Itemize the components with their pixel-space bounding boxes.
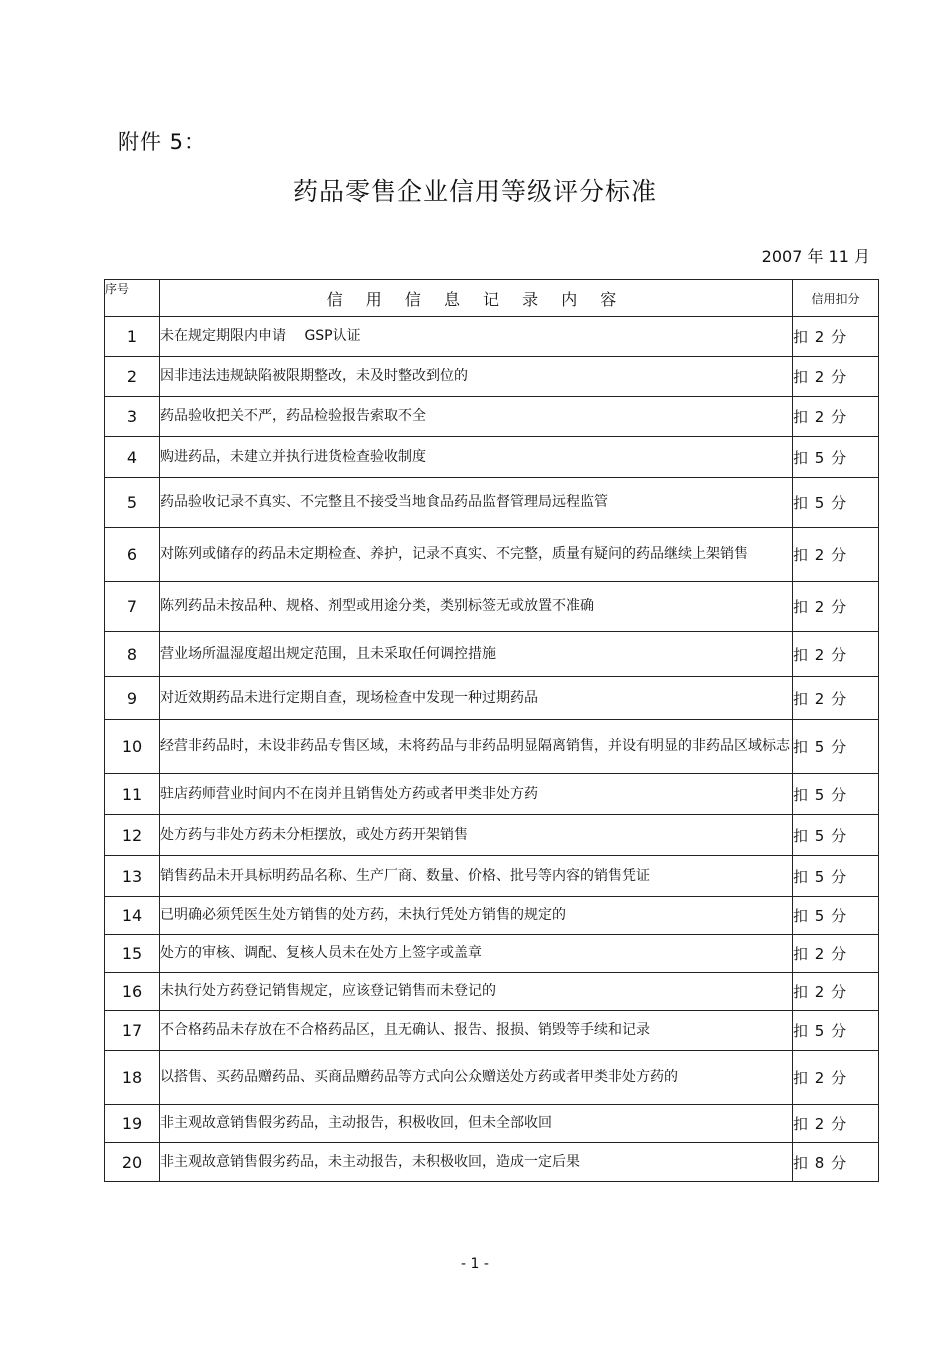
table-row [105, 357, 879, 397]
row-score: 扣 2 分 [793, 1051, 879, 1105]
row-score: 扣 2 分 [793, 632, 879, 677]
attachment-label: 附件 5： [118, 130, 207, 154]
table-row [105, 774, 879, 815]
table-row [105, 973, 879, 1011]
row-number: 18 [105, 1051, 160, 1105]
row-score: 扣 2 分 [793, 935, 879, 973]
row-number: 12 [105, 815, 160, 856]
page-number: - 1 - [461, 1256, 489, 1272]
row-number: 15 [105, 935, 160, 973]
table-row [105, 632, 879, 677]
row-content: 因非违法违规缺陷被限期整改，未及时整改到位的 [160, 357, 793, 397]
row-score: 扣 2 分 [793, 582, 879, 632]
table-body [105, 317, 879, 1182]
credit-score-table [104, 279, 879, 1182]
row-content: 未在规定期限内申请 GSP认证 [160, 317, 793, 357]
row-score: 扣 5 分 [793, 478, 879, 528]
table-row [105, 677, 879, 720]
row-score: 扣 2 分 [793, 317, 879, 357]
row-number: 9 [105, 677, 160, 720]
column-header-no: 序号 [105, 280, 160, 317]
row-score: 扣 5 分 [793, 856, 879, 897]
row-content: 药品验收把关不严，药品检验报告索取不全 [160, 397, 793, 437]
table-row [105, 528, 879, 582]
table-row [105, 437, 879, 478]
table-row [105, 1143, 879, 1182]
table-row [105, 935, 879, 973]
row-number: 17 [105, 1011, 160, 1051]
row-number: 8 [105, 632, 160, 677]
row-content: 处方药与非处方药未分柜摆放，或处方药开架销售 [160, 815, 793, 856]
table-row [105, 478, 879, 528]
row-number: 14 [105, 897, 160, 935]
row-content: 处方的审核、调配、复核人员未在处方上签字或盖章 [160, 935, 793, 973]
row-number: 13 [105, 856, 160, 897]
row-number: 20 [105, 1143, 160, 1182]
row-content: 对近效期药品未进行定期自查，现场检查中发现一种过期药品 [160, 677, 793, 720]
table-row [105, 856, 879, 897]
row-content: 药品验收记录不真实、不完整且不接受当地食品药品监督管理局远程监管 [160, 478, 793, 528]
table-header-row [105, 280, 879, 317]
row-content: 营业场所温湿度超出规定范围，且未采取任何调控措施 [160, 632, 793, 677]
row-number: 2 [105, 357, 160, 397]
row-number: 3 [105, 397, 160, 437]
row-content: 经营非药品时，未设非药品专售区域，未将药品与非药品明显隔离销售，并设有明显的非药品区域标志 [160, 720, 793, 774]
document-date: 2007 年 11 月 [761, 247, 870, 266]
row-score: 扣 2 分 [793, 357, 879, 397]
row-score: 扣 2 分 [793, 1105, 879, 1143]
row-number: 19 [105, 1105, 160, 1143]
table-row [105, 815, 879, 856]
row-content: 购进药品，未建立并执行进货检查验收制度 [160, 437, 793, 478]
row-content: 非主观故意销售假劣药品，未主动报告，未积极收回，造成一定后果 [160, 1143, 793, 1182]
row-content: 对陈列或储存的药品未定期检查、养护，记录不真实、不完整，质量有疑问的药品继续上架销售 [160, 528, 793, 582]
row-number: 16 [105, 973, 160, 1011]
row-content: 驻店药师营业时间内不在岗并且销售处方药或者甲类非处方药 [160, 774, 793, 815]
row-score: 扣 5 分 [793, 720, 879, 774]
table-row [105, 1051, 879, 1105]
row-content: 陈列药品未按品种、规格、剂型或用途分类，类别标签无或放置不准确 [160, 582, 793, 632]
row-number: 11 [105, 774, 160, 815]
row-score: 扣 5 分 [793, 815, 879, 856]
row-number: 10 [105, 720, 160, 774]
row-score: 扣 5 分 [793, 1011, 879, 1051]
table-row [105, 397, 879, 437]
row-number: 7 [105, 582, 160, 632]
table-row [105, 1011, 879, 1051]
table-row [105, 1105, 879, 1143]
row-score: 扣 5 分 [793, 774, 879, 815]
row-number: 6 [105, 528, 160, 582]
table-row [105, 582, 879, 632]
row-number: 5 [105, 478, 160, 528]
column-header-score: 信用扣分 [793, 280, 879, 317]
table-row [105, 720, 879, 774]
row-score: 扣 2 分 [793, 973, 879, 1011]
table-row [105, 317, 879, 357]
table-row [105, 897, 879, 935]
row-content: 销售药品未开具标明药品名称、生产厂商、数量、价格、批号等内容的销售凭证 [160, 856, 793, 897]
row-score: 扣 2 分 [793, 528, 879, 582]
column-header-content: 信 用 信 息 记 录 内 容 [160, 280, 793, 317]
document-title: 药品零售企业信用等级评分标准 [292, 177, 657, 206]
row-content: 以搭售、买药品赠药品、买商品赠药品等方式向公众赠送处方药或者甲类非处方药的 [160, 1051, 793, 1105]
row-content: 非主观故意销售假劣药品，主动报告，积极收回，但未全部收回 [160, 1105, 793, 1143]
row-score: 扣 5 分 [793, 897, 879, 935]
row-score: 扣 2 分 [793, 397, 879, 437]
row-content: 不合格药品未存放在不合格药品区，且无确认、报告、报损、销毁等手续和记录 [160, 1011, 793, 1051]
row-number: 4 [105, 437, 160, 478]
row-number: 1 [105, 317, 160, 357]
row-score: 扣 2 分 [793, 677, 879, 720]
row-content: 未执行处方药登记销售规定，应该登记销售而未登记的 [160, 973, 793, 1011]
row-score: 扣 8 分 [793, 1143, 879, 1182]
row-content: 已明确必须凭医生处方销售的处方药，未执行凭处方销售的规定的 [160, 897, 793, 935]
row-score: 扣 5 分 [793, 437, 879, 478]
